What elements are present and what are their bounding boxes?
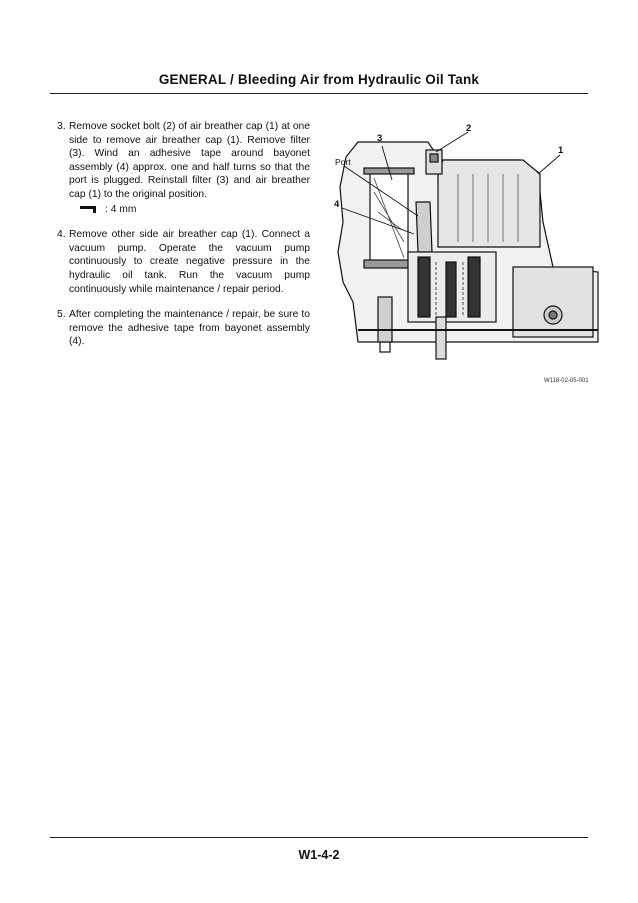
step-text: Remove socket bolt (2) of air breather cap (1) at one side to remove air breather cap (1). Remove filter (3). Wind an adhesive tape around bayonet assembly (4) approx. one and half turns so that the port is plugged. Reinstall filter (3) and air breather cap (1) to the original position. xyxy=(69,121,310,200)
callout-1: 1 xyxy=(558,145,564,156)
page-header-title: GENERAL / Bleeding Air from Hydraulic Oil Tank xyxy=(158,72,480,87)
tool-spec-line xyxy=(69,203,310,217)
step-4 xyxy=(57,228,310,296)
step-number: 4. xyxy=(57,229,66,241)
callout-2: 2 xyxy=(466,123,472,134)
header-rule xyxy=(50,93,588,94)
step-number: 5. xyxy=(57,309,66,321)
page-number: W1-4-2 xyxy=(298,848,340,862)
figure-id: W118-02-05-001 xyxy=(544,378,589,384)
breather-cap-cutaway-figure xyxy=(318,112,603,397)
callout-4: 4 xyxy=(334,199,340,210)
step-body xyxy=(69,120,310,216)
step-3 xyxy=(57,120,310,216)
step-text: Remove other side air breather cap (1). Connect a vacuum pump. Operate the vacuum pump continuously to create negative pressure in the hydraulic oil tank. Run the vacuum pump continuously while maintenance / repair period. xyxy=(69,229,310,295)
callout-3: 3 xyxy=(377,133,383,144)
hex-wrench-icon xyxy=(79,204,101,214)
tool-spec: : 4 mm xyxy=(105,203,137,215)
procedure-steps xyxy=(57,120,310,361)
port-label: Port xyxy=(335,157,351,167)
step-text: After completing the maintenance / repair, be sure to remove the adhesive tape from bayonet assembly (4). xyxy=(69,309,310,348)
step-number: 3. xyxy=(57,121,66,132)
step-5 xyxy=(57,308,310,349)
footer-rule xyxy=(50,837,588,838)
